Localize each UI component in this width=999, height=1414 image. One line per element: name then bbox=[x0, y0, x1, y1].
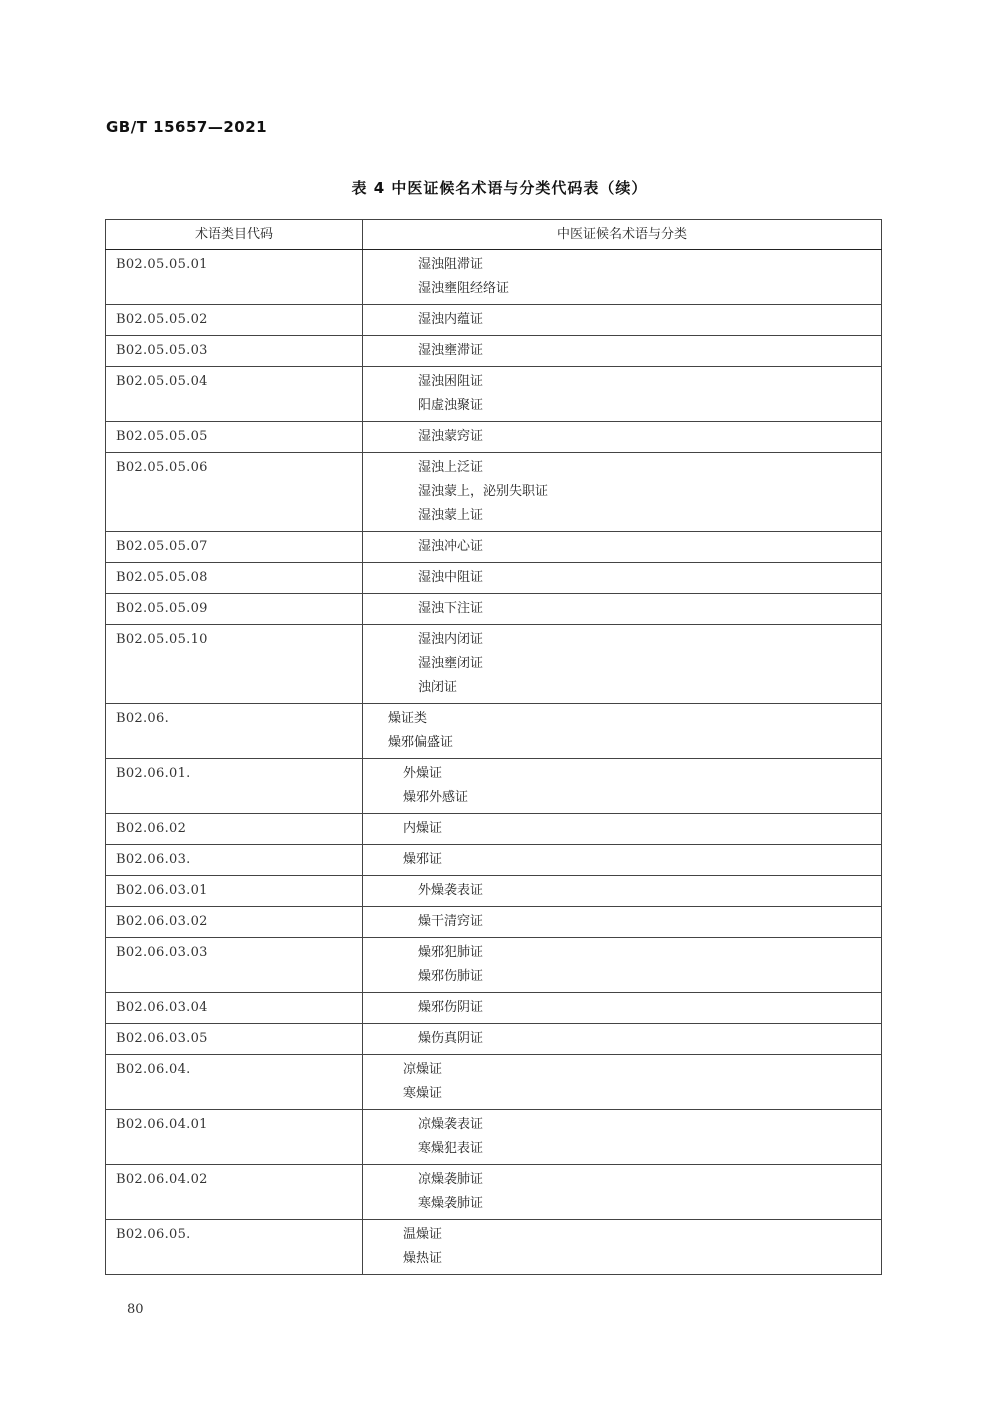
table-title: 表 4 中医证候名术语与分类代码表（续） bbox=[351, 179, 648, 197]
term-cell bbox=[363, 993, 882, 1024]
term-name: 湿浊内闭证 bbox=[418, 632, 484, 647]
table-row bbox=[106, 367, 882, 422]
term-name: 寒燥证 bbox=[403, 1086, 443, 1101]
table-row bbox=[106, 1055, 882, 1110]
term-name: 湿浊蒙上证 bbox=[418, 508, 484, 523]
table-row bbox=[106, 845, 882, 876]
term-name: 湿浊蒙上，泌别失职证 bbox=[418, 484, 549, 499]
term-code: B02.06.04.02 bbox=[106, 1165, 363, 1220]
term-cell bbox=[363, 876, 882, 907]
term-name: 湿浊中阻证 bbox=[418, 570, 484, 585]
standard-code: GB/T 15657—2021 bbox=[106, 118, 268, 136]
term-cell bbox=[363, 704, 882, 759]
term-code: B02.06.03.05 bbox=[106, 1024, 363, 1055]
term-name: 湿浊冲心证 bbox=[418, 539, 484, 554]
term-cell bbox=[363, 336, 882, 367]
term-name: 寒燥犯表证 bbox=[418, 1141, 484, 1156]
term-cell bbox=[363, 563, 882, 594]
table-row bbox=[106, 1024, 882, 1055]
term-code: B02.06.04. bbox=[106, 1055, 363, 1110]
term-cell bbox=[363, 1024, 882, 1055]
term-name: 燥邪外感证 bbox=[403, 790, 469, 805]
term-name: 燥邪伤阴证 bbox=[418, 1000, 484, 1015]
table-row bbox=[106, 532, 882, 563]
term-name: 燥证类 bbox=[388, 711, 428, 726]
term-code: B02.06.03.03 bbox=[106, 938, 363, 993]
terms-table bbox=[105, 219, 882, 1275]
term-cell bbox=[363, 250, 882, 305]
term-name: 燥热证 bbox=[403, 1251, 443, 1266]
term-cell bbox=[363, 1220, 882, 1275]
table-row bbox=[106, 1220, 882, 1275]
term-name: 外燥证 bbox=[403, 766, 443, 781]
term-code: B02.05.05.04 bbox=[106, 367, 363, 422]
table-row bbox=[106, 1165, 882, 1220]
term-cell bbox=[363, 1110, 882, 1165]
table-row bbox=[106, 759, 882, 814]
table-row bbox=[106, 336, 882, 367]
term-code: B02.05.05.05 bbox=[106, 422, 363, 453]
term-name: 寒燥袭肺证 bbox=[418, 1196, 484, 1211]
column-header-term: 中医证候名术语与分类 bbox=[363, 220, 882, 250]
column-header-code: 术语类目代码 bbox=[106, 220, 363, 250]
term-name: 湿浊壅阻经络证 bbox=[418, 281, 510, 296]
term-code: B02.05.05.07 bbox=[106, 532, 363, 563]
table-row bbox=[106, 704, 882, 759]
term-code: B02.05.05.03 bbox=[106, 336, 363, 367]
term-code: B02.06.03.02 bbox=[106, 907, 363, 938]
term-name: 湿浊壅闭证 bbox=[418, 656, 484, 671]
term-cell bbox=[363, 532, 882, 563]
term-code: B02.06.02 bbox=[106, 814, 363, 845]
table-row bbox=[106, 907, 882, 938]
table-row bbox=[106, 1110, 882, 1165]
term-name: 湿浊蒙窍证 bbox=[418, 429, 484, 444]
term-name: 阳虚浊聚证 bbox=[418, 398, 484, 413]
term-name: 燥干清窍证 bbox=[418, 914, 484, 929]
term-name: 燥伤真阴证 bbox=[418, 1031, 484, 1046]
term-cell bbox=[363, 594, 882, 625]
term-cell bbox=[363, 759, 882, 814]
term-code: B02.06. bbox=[106, 704, 363, 759]
term-code: B02.06.01. bbox=[106, 759, 363, 814]
term-cell bbox=[363, 305, 882, 336]
term-name: 内燥证 bbox=[403, 821, 443, 836]
term-code: B02.05.05.01 bbox=[106, 250, 363, 305]
term-name: 温燥证 bbox=[403, 1227, 443, 1242]
table-row bbox=[106, 993, 882, 1024]
term-cell bbox=[363, 422, 882, 453]
term-name: 凉燥袭表证 bbox=[418, 1117, 484, 1132]
term-cell bbox=[363, 367, 882, 422]
term-name: 湿浊下注证 bbox=[418, 601, 484, 616]
table-row bbox=[106, 814, 882, 845]
term-cell bbox=[363, 453, 882, 532]
term-name: 湿浊内蕴证 bbox=[418, 312, 484, 327]
term-cell bbox=[363, 907, 882, 938]
table-row bbox=[106, 305, 882, 336]
term-cell bbox=[363, 1165, 882, 1220]
term-code: B02.06.05. bbox=[106, 1220, 363, 1275]
term-name: 凉燥袭肺证 bbox=[418, 1172, 484, 1187]
page-number: 80 bbox=[127, 1302, 144, 1317]
term-code: B02.05.05.10 bbox=[106, 625, 363, 704]
table-row bbox=[106, 625, 882, 704]
table-row bbox=[106, 453, 882, 532]
term-code: B02.06.04.01 bbox=[106, 1110, 363, 1165]
term-code: B02.06.03.04 bbox=[106, 993, 363, 1024]
table-row bbox=[106, 422, 882, 453]
term-name: 燥邪证 bbox=[403, 852, 443, 867]
term-cell bbox=[363, 1055, 882, 1110]
term-code: B02.06.03.01 bbox=[106, 876, 363, 907]
term-name: 浊闭证 bbox=[418, 680, 458, 695]
term-name: 湿浊上泛证 bbox=[418, 460, 484, 475]
term-code: B02.06.03. bbox=[106, 845, 363, 876]
table-row bbox=[106, 594, 882, 625]
term-name: 燥邪犯肺证 bbox=[418, 945, 484, 960]
table-header-row bbox=[106, 220, 882, 250]
term-name: 湿浊壅滞证 bbox=[418, 343, 484, 358]
table-row bbox=[106, 563, 882, 594]
term-code: B02.05.05.06 bbox=[106, 453, 363, 532]
term-name: 湿浊困阻证 bbox=[418, 374, 484, 389]
term-name: 凉燥证 bbox=[403, 1062, 443, 1077]
table-body bbox=[106, 250, 882, 1275]
table-row bbox=[106, 250, 882, 305]
term-cell bbox=[363, 814, 882, 845]
table-row bbox=[106, 876, 882, 907]
term-cell bbox=[363, 625, 882, 704]
term-code: B02.05.05.08 bbox=[106, 563, 363, 594]
term-cell bbox=[363, 845, 882, 876]
term-name: 湿浊阻滞证 bbox=[418, 257, 484, 272]
term-cell bbox=[363, 938, 882, 993]
term-code: B02.05.05.02 bbox=[106, 305, 363, 336]
term-name: 燥邪偏盛证 bbox=[388, 735, 454, 750]
term-code: B02.05.05.09 bbox=[106, 594, 363, 625]
table-row bbox=[106, 938, 882, 993]
term-name: 燥邪伤肺证 bbox=[418, 969, 484, 984]
term-name: 外燥袭表证 bbox=[418, 883, 484, 898]
